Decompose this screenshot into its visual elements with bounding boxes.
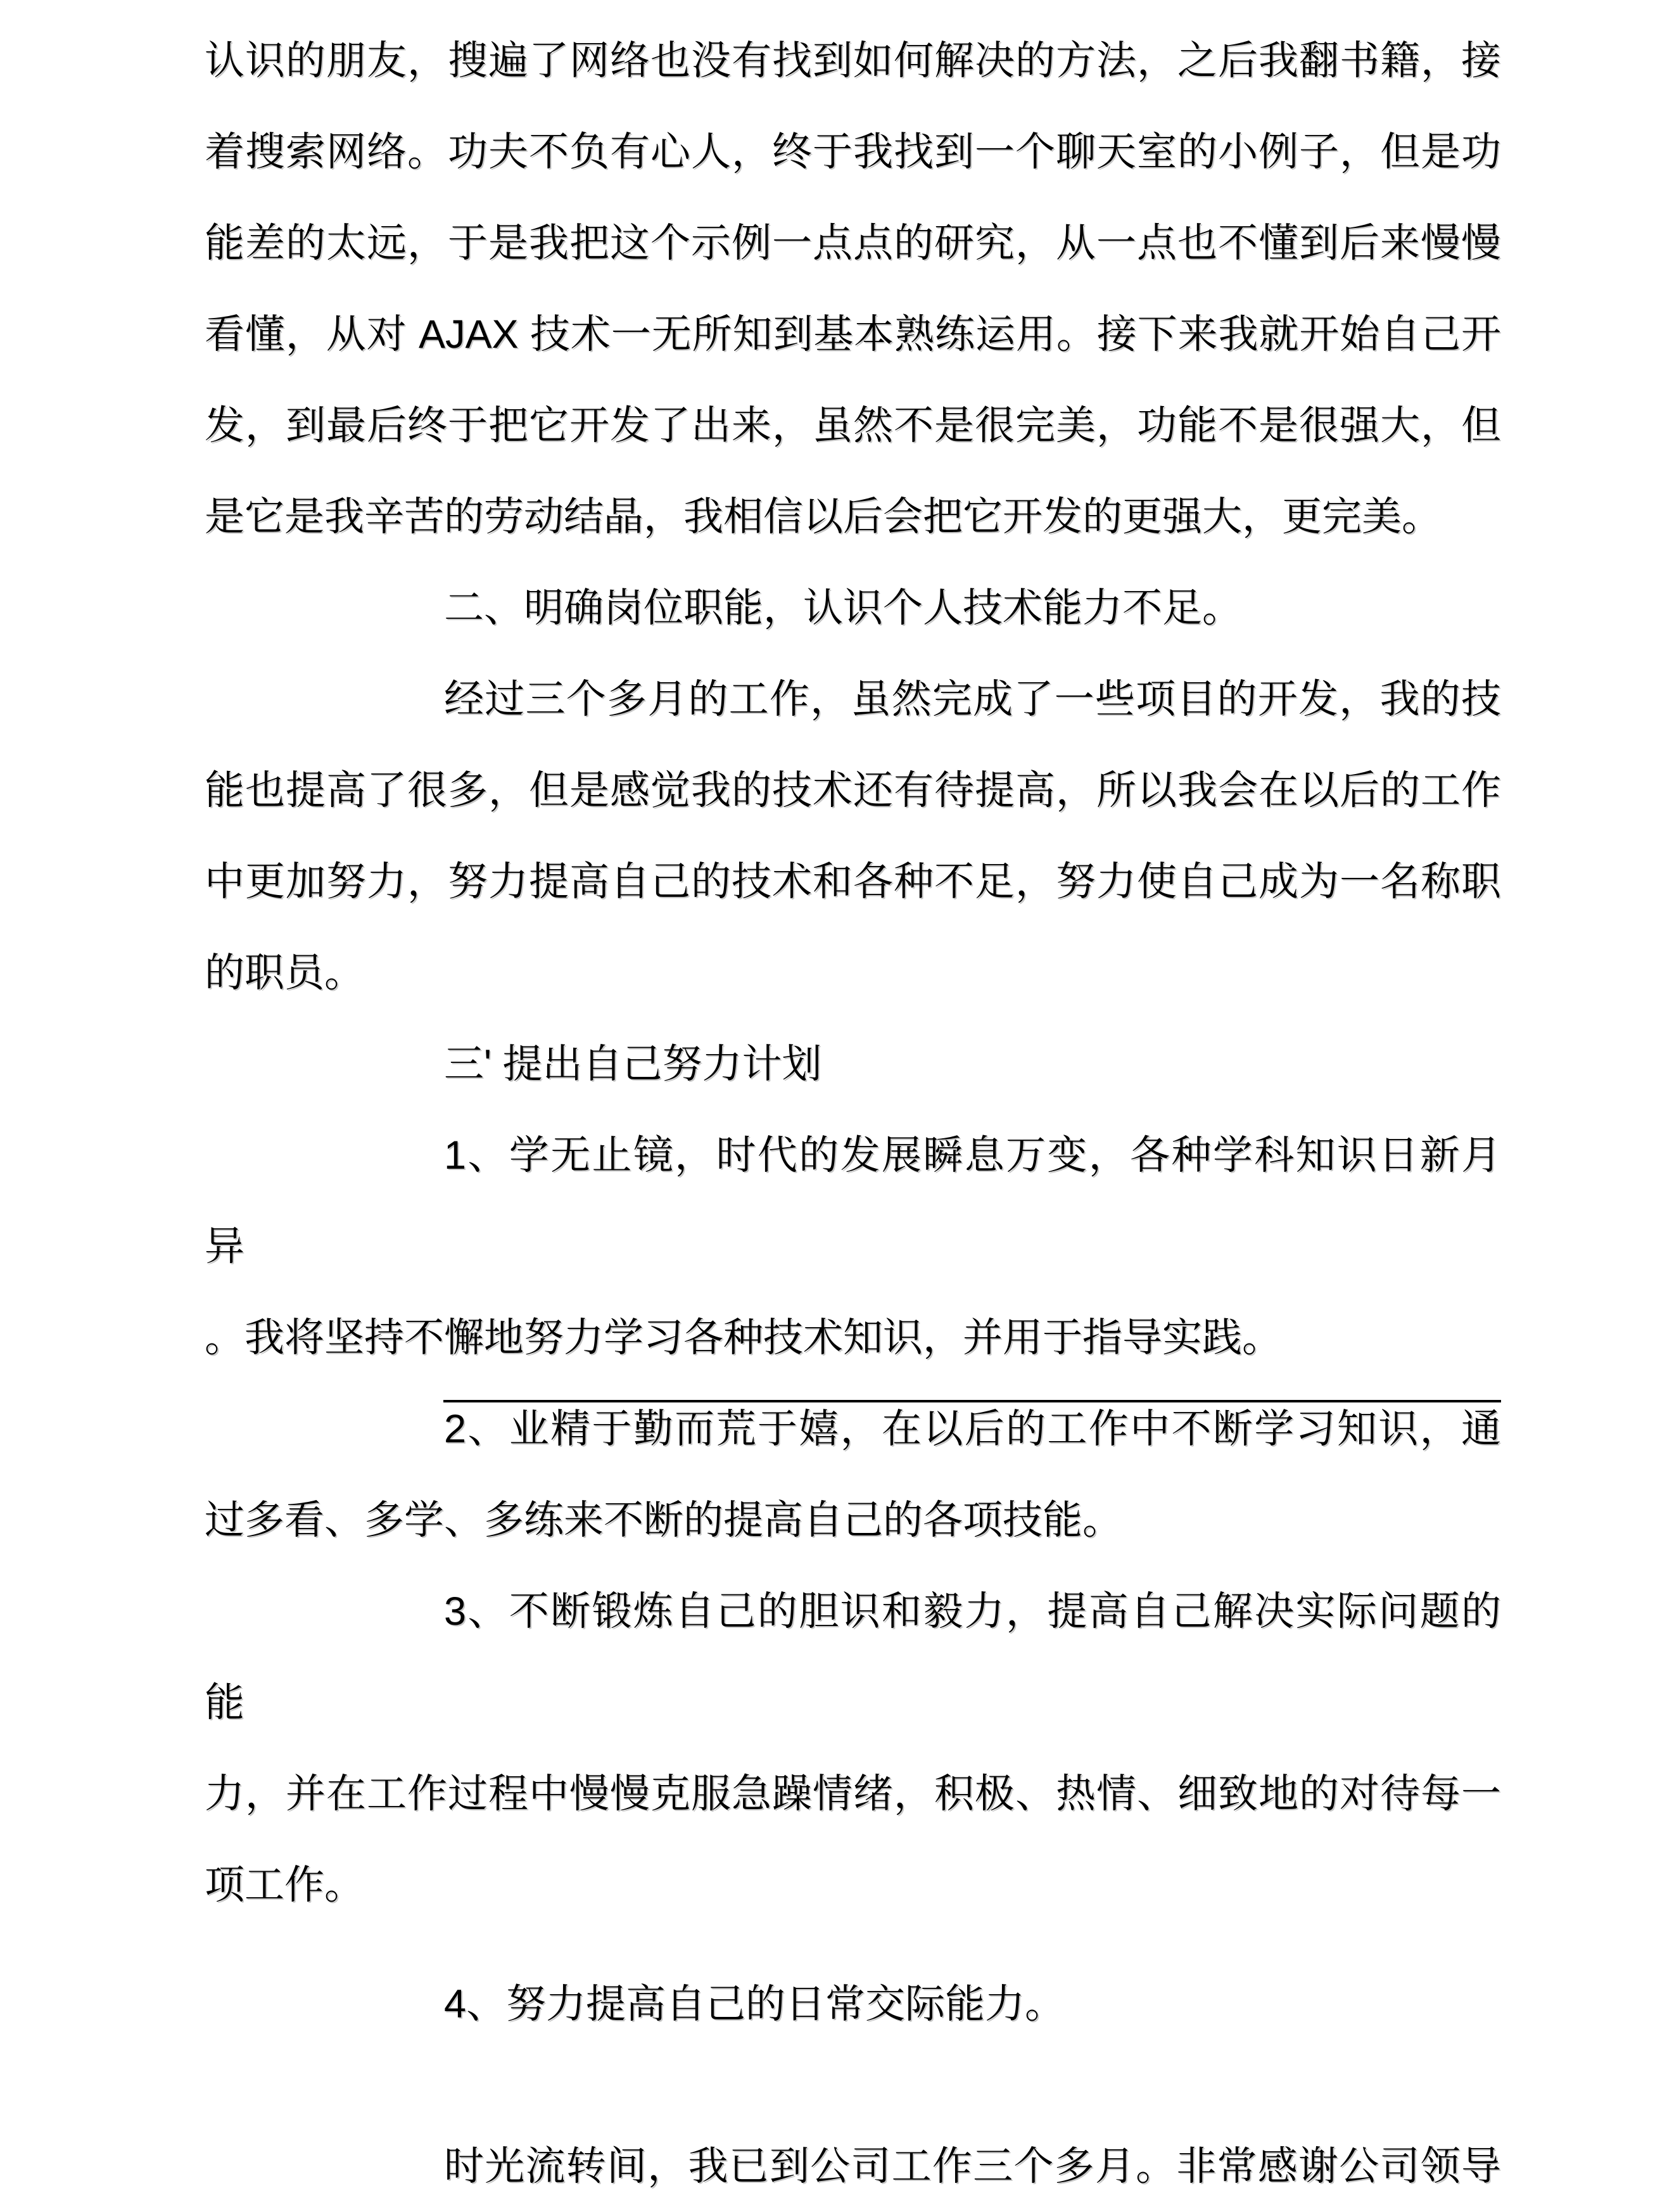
section-heading-line: 二、明确岗位职能，认识个人技术能力不足。 (444, 586, 1242, 630)
paragraph-line: 经过三个多月的工作，虽然完成了一些项目的开发，我的技 (444, 677, 1501, 721)
paragraph-line: 能也提高了很多，但是感觉我的技术还有待提高，所以我会在以后的工作 (205, 768, 1501, 813)
list-item (205, 1110, 1501, 1383)
paragraph-line: 是它是我辛苦的劳动结晶，我相信以后会把它开发的更强大，更完美。 (205, 495, 1442, 539)
list-item (205, 1566, 1501, 1931)
paragraph-line: 认识的朋友，搜遍了网络也没有找到如何解决的方法，之后我翻书籍，接 (205, 39, 1501, 83)
paragraph-line: 时光流转间，我已到公司工作三个多月。非常感谢公司领导 (444, 2144, 1501, 2189)
paragraph-line: 中更加努力，努力提高自己的技术和各种不足，努力使自己成为一名称职 (205, 860, 1501, 904)
list-item-line: 1、学无止镜，时代的发展瞬息万变，各种学科知识日新月异 (205, 1133, 1501, 1269)
list-item-line: 过多看、多学、多练来不断的提高自己的各项技能。 (205, 1498, 1122, 1542)
list-item-line: 力，并在工作过程中慢慢克服急躁情绪，积极、热情、细致地的对待每一 (205, 1772, 1501, 1816)
paragraph-line: 发，到最后终于把它开发了出来，虽然不是很完美，功能不是很强大，但 (205, 404, 1501, 448)
list-item (205, 1959, 1501, 2050)
list-item-line: 。我将坚持不懈地努力学习各种技术知识，并用于指导实践。 (205, 1316, 1282, 1360)
paragraph (205, 654, 1501, 1019)
list-item-line: 4、努力提高自己的日常交际能力。 (444, 1982, 1065, 2026)
paragraph-line: 的职员。 (205, 951, 364, 995)
list-item-line: 项工作。 (205, 1863, 364, 1907)
list-item-line: 3、不断锻炼自己的胆识和毅力，提高自己解决实际问题的能 (205, 1589, 1501, 1725)
paragraph (205, 2121, 1501, 2212)
list-item-line: 2、业精于勤而荒于嬉，在以后的工作中不断学习知识，通 (444, 1407, 1501, 1451)
paragraph-line: 着搜索网络。功夫不负有心人，终于我找到一个聊天室的小例子，但是功 (205, 130, 1501, 174)
list-item (205, 1383, 1501, 1566)
paragraph-line: 能差的太远，于是我把这个示例一点点的研究，从一点也不懂到后来慢慢 (205, 221, 1501, 265)
section-heading (205, 1019, 1501, 1110)
section-heading-line: 三' 提出自己努力计划 (444, 1042, 822, 1086)
paragraph-line: 看懂，从对 AJAX 技术一无所知到基本熟练运用。接下来我就开始自己开 (205, 312, 1501, 357)
paragraph (205, 15, 1501, 563)
section-heading (205, 563, 1501, 654)
